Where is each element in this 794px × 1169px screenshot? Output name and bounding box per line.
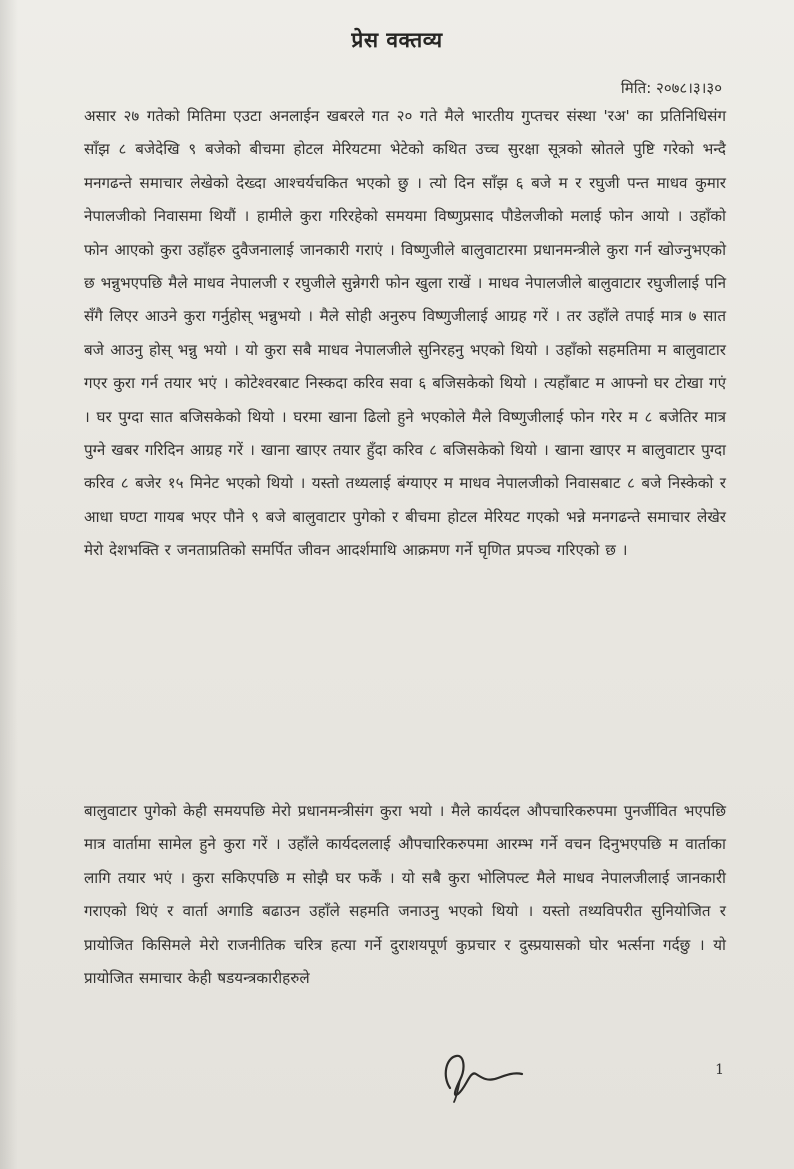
page-edge-shadow <box>0 0 18 1169</box>
body-paragraph-2: बालुवाटार पुगेको केही समयपछि मेरो प्रधानमन्त्रीसंग कुरा भयो । मैले कार्यदल औपचारिकरुपमा पुनर्जीवित भएपछि मात्र वार्तामा सामेल हुने कुरा गरें । उहाँले कार्यदललाई औपचारिकरुपमा आरम्भ गर्ने वचन दिनुभएपछि म वार्ताका लागि तयार भएं । कुरा सकिएपछि म सोझै घर फर्कें । यो सबै कुरा भोलिपल्ट मैले माधव नेपालजीलाई जानकारी गराएको थिएं र वार्ता अगाडि बढाउन उहाँले सहमति जनाउनु भएको थियो । यस्तो तथ्यविपरीत सुनियोजित र प्रायोजित किसिमले मेरो राजनीतिक चरित्र हत्या गर्ने दुराशयपूर्ण कुप्रचार र दुस्प्रयासको घोर भर्त्सना गर्दछु । यो प्रायोजित समाचार केही षडयन्त्रकारीहरुले <box>84 802 726 988</box>
handwritten-signature <box>436 1048 526 1104</box>
body-paragraph-1: असार २७ गतेको मितिमा एउटा अनलाईन खबरले गत २० गते मैले भारतीय गुप्तचर संस्था 'रअ' का प्रतिनिधिसंग साँझ ८ बजेदेखि ९ बजेको बीचमा होटल मेरियटमा भेटेको कथित उच्च सुरक्षा सूत्रको स्रोतले पुष्टि गरेको भन्दै मनगढन्ते समाचार लेखेको देख्दा आश्चर्यचकित भएको छु । त्यो दिन साँझ ६ बजे म र रघुजी पन्त माधव कुमार नेपालजीको निवासमा थियौं । हामीले कुरा गरिरहेको समयमा विष्णुप्रसाद पौडेलजीको मलाई फोन आयो । उहाँको फोन आएको कुरा उहाँहरु दुवैजनालाई जानकारी गराएं । विष्णुजीले बालुवाटारमा प्रधानमन्त्रीले कुरा गर्न खोज्नुभएको छ भन्नुभएपछि मैले माधव नेपालजी र रघुजीले सुन्नेगरी फोन खुला राखें । माधव नेपालजीले बालुवाटार रघुजीलाई पनि सँगै लिएर आउने कुरा गर्नुहोस् भन्नुभयो । मैले सोही अनुरुप विष्णुजीलाई आग्रह गरें । तर उहाँले तपाई मात्र ७ सात बजे आउनु होस् भन्नु भयो । यो कुरा सबै माधव नेपालजीले सुनिरहनु भएको थियो । उहाँको सहमतिमा म बालुवाटार गएर कुरा गर्न तयार भएं । कोटेश्वरबाट निस्कदा करिव सवा ६ बजिसकेको थियो । त्यहाँबाट म आफ्नो घर टोखा गएं । घर पुग्दा सात बजिसकेको थियो । घरमा खाना ढिलो हुने भएकोले मैले विष्णुजीलाई फोन गरेर म ८ बजेतिर मात्र पुग्ने खबर गरिदिन आग्रह गरें । खाना खाएर तयार हुँदा करिव ८ बजिसकेको थियो । खाना खाएर म बालुवाटार पुग्दा करिव ८ बजेर १५ मिनेट भएको थियो । यस्तो तथ्यलाई बंग्याएर म माधव नेपालजीको निवासबाट ८ बजे निस्केको र आधा घण्टा गायब भएर पौने ९ बजे बालुवाटार पुगेको र बीचमा होटल मेरियट गएको भन्ने मनगढन्ते समाचार लेखेर मेरो देशभक्ति र जनताप्रतिको समर्पित जीवन आदर्शमाथि आक्रमण गर्ने घृणित प्रपञ्च गरिएको छ । <box>84 107 726 560</box>
page-number: 1 <box>715 1062 724 1078</box>
document-title: प्रेस वक्तव्य <box>351 28 443 52</box>
document-date: मिति: २०७८।३।३० <box>620 79 722 97</box>
